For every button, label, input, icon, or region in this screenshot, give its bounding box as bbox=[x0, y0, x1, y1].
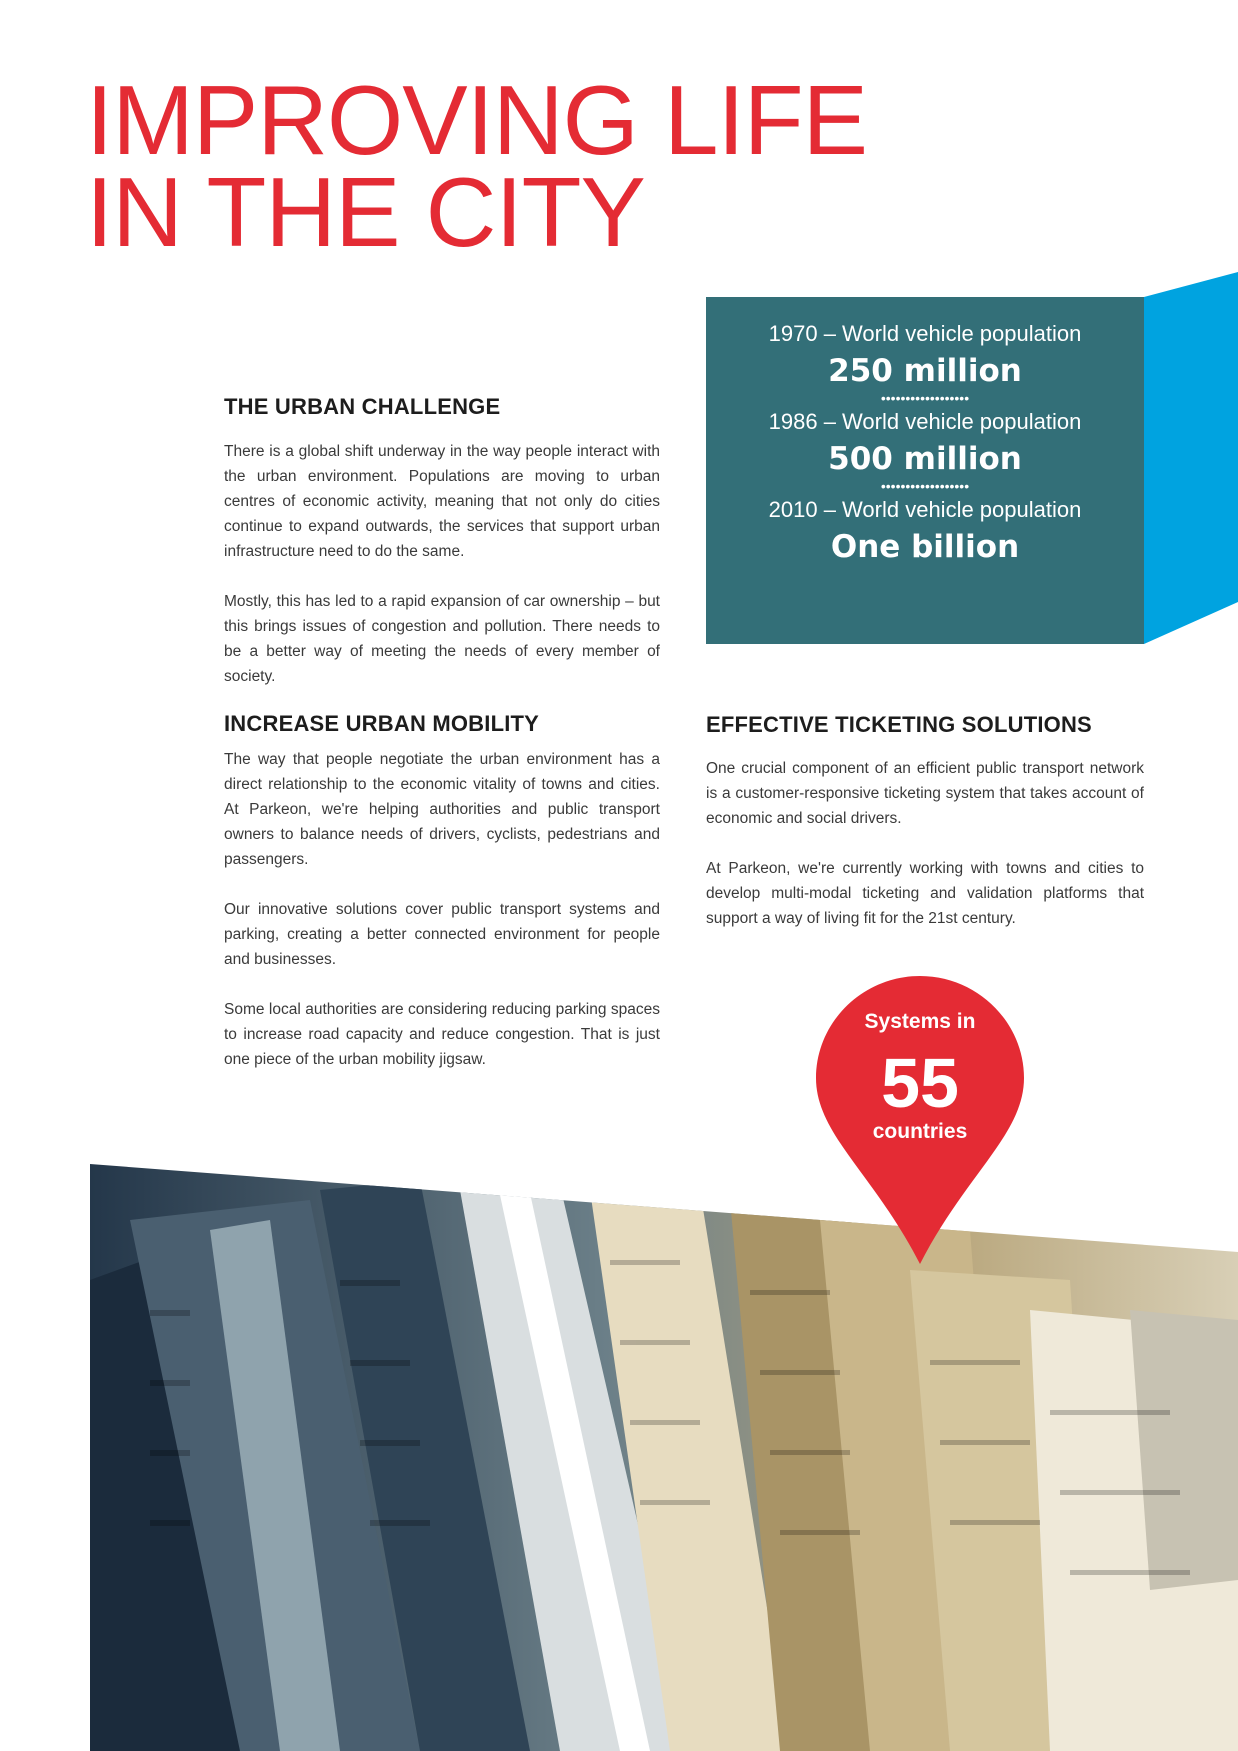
pin-top-text: Systems in bbox=[864, 1010, 976, 1033]
ticketing-heading: EFFECTIVE TICKETING SOLUTIONS bbox=[706, 712, 1092, 737]
paragraph: The way that people negotiate the urban environment has a direct relationship to the economic vitality of towns and cities. At Parkeon, we're helping authorities and public transport owners to balance needs of drivers, cyclists, pedestrians and passengers. bbox=[224, 751, 660, 868]
stat-2-value: 500 million bbox=[828, 441, 1022, 477]
page-title bbox=[86, 65, 868, 267]
pin-number: 55 bbox=[881, 1044, 959, 1122]
urban-challenge-heading: THE URBAN CHALLENGE bbox=[224, 394, 501, 419]
stat-separator-1: •••••••••••••••••• bbox=[880, 390, 970, 406]
ticketing-text bbox=[706, 756, 1144, 956]
stat-3-label: 2010 – World vehicle population bbox=[768, 497, 1082, 522]
paragraph: Our innovative solutions cover public transport systems and parking, creating a better connected environment for people and businesses. bbox=[224, 901, 660, 968]
paragraph: Mostly, this has led to a rapid expansion of car ownership – but this brings issues of congestion and pollution. There needs to be a better way of meeting the needs of every member of society. bbox=[224, 593, 660, 685]
stat-3-value: One billion bbox=[830, 529, 1020, 565]
paragraph: Some local authorities are considering reducing parking spaces to increase road capacity and reduce congestion. That is just one piece of the urban mobility jigsaw. bbox=[224, 1001, 660, 1068]
vehicle-stats-panel bbox=[706, 297, 1144, 644]
blue-tab-decoration bbox=[1144, 272, 1238, 646]
stat-separator-2: •••••••••••••••••• bbox=[880, 478, 970, 494]
stat-2-label: 1986 – World vehicle population bbox=[768, 409, 1082, 434]
city-skyline-aerial-photo bbox=[90, 1160, 1238, 1751]
urban-challenge-text bbox=[224, 439, 660, 714]
stat-1-value: 250 million bbox=[828, 353, 1022, 389]
pin-bottom-text: countries bbox=[872, 1120, 968, 1143]
title-line-1: IMPROVING LIFE bbox=[86, 65, 868, 175]
paragraph: One crucial component of an efficient public transport network is a customer-responsive ticketing system that takes account of economic and social drivers. bbox=[706, 760, 1144, 827]
title-line-2: IN THE CITY bbox=[86, 157, 645, 267]
urban-mobility-heading: INCREASE URBAN MOBILITY bbox=[224, 711, 540, 736]
urban-mobility-text bbox=[224, 747, 660, 1097]
paragraph: At Parkeon, we're currently working with towns and cities to develop multi-modal ticketing and validation platforms that support a way of living fit for the 21st century. bbox=[706, 860, 1144, 927]
stat-1-label: 1970 – World vehicle population bbox=[768, 321, 1082, 346]
paragraph: There is a global shift underway in the way people interact with the urban environment. Populations are moving to urban centres of economic activity, meaning that not only do cities continue to expand outwards, the services that support urban infrastructure need to do the same. bbox=[224, 443, 660, 560]
